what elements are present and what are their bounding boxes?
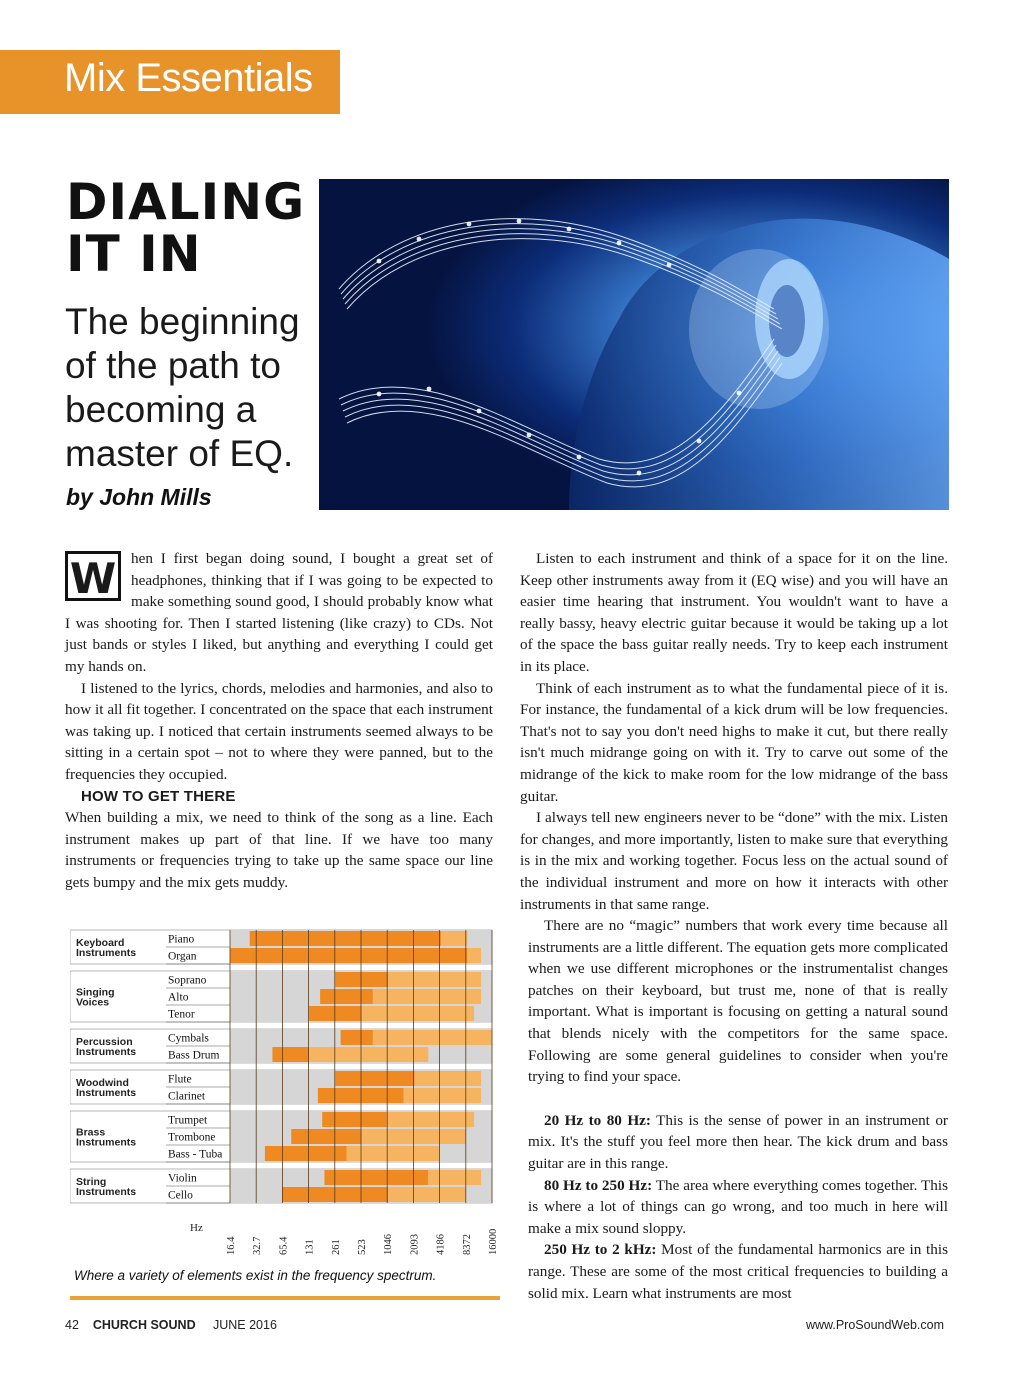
- chart-item-label: Bass Drum: [168, 1049, 220, 1062]
- chart-bar-harmonics: [347, 1146, 440, 1161]
- chart-bar-fundamental: [291, 1129, 362, 1144]
- body-column-left: [65, 548, 493, 894]
- range-text: The area where everything comes together. This is where a lot of things can go wrong, and too much in here will make a mix sound sloppy.: [528, 1176, 948, 1237]
- chart-bar-harmonics: [467, 948, 481, 963]
- chart-bar-harmonics: [373, 989, 481, 1004]
- chart-item-label: Flute: [168, 1073, 192, 1086]
- range-label: 80 Hz to 250 Hz:: [544, 1176, 653, 1194]
- range-text: Most of the fundamental harmonics are in this range. These are some of the most critical frequencies to building a solid mix. Learn what instruments are most: [528, 1241, 949, 1302]
- chart-item-label: Clarinet: [168, 1090, 206, 1103]
- chart-bar-fundamental: [341, 1030, 373, 1045]
- chart-tick-label: 523: [357, 1239, 368, 1255]
- chart-x-label: Hz: [190, 1222, 203, 1234]
- range-label: 20 Hz to 80 Hz:: [544, 1111, 651, 1129]
- chart-bar-harmonics: [415, 1071, 481, 1086]
- chart-group-label: Woodwind Instruments: [76, 1077, 137, 1099]
- chart-group-label: Keyboard Instruments: [76, 937, 137, 959]
- section-tab: [0, 50, 340, 114]
- range-paragraph: [528, 1175, 948, 1240]
- chart-bar-fundamental: [282, 1187, 388, 1202]
- headline: DIALING IT IN: [66, 173, 306, 283]
- chart-tick-label: 16000: [488, 1228, 499, 1255]
- byline: by John Mills: [66, 484, 212, 510]
- chart-item-label: Alto: [168, 991, 189, 1004]
- frequency-chart: [70, 926, 500, 1256]
- dek: The beginning of the path to becoming a master of EQ.: [65, 301, 300, 474]
- chart-item-label: Trombone: [168, 1131, 216, 1144]
- chart-bar-fundamental: [250, 931, 441, 946]
- footer-url[interactable]: www.ProSoundWeb.com: [805, 1318, 944, 1332]
- chart-tick-label: 32.7: [252, 1236, 264, 1255]
- section-label: Mix Essentials: [64, 56, 313, 100]
- chart-item-label: Cymbals: [168, 1032, 209, 1045]
- chart-bar-fundamental: [324, 1170, 428, 1185]
- chart-tick-label: 4186: [435, 1234, 447, 1255]
- caption-rule: [70, 1296, 500, 1300]
- chart-bar-harmonics: [362, 1006, 474, 1021]
- range-label: 250 Hz to 2 kHz:: [544, 1241, 657, 1259]
- chart-bar-harmonics: [428, 1170, 481, 1185]
- chart-bar-harmonics: [388, 972, 481, 987]
- subhead: HOW TO GET THERE: [81, 787, 236, 805]
- chart-bar-fundamental: [230, 948, 467, 963]
- chart-bar-fundamental: [320, 989, 373, 1004]
- chart-bar-harmonics: [386, 1112, 474, 1127]
- body-paragraph: I listened to the lyrics, chords, melodies and harmonies, and also to how it all fit together. I concentrated on the space that each instrument was taking up. I noticed that certain instruments seemed always to be sitting in a certain spot – not to where they were panned, but to the frequencies they occupied.: [65, 679, 493, 783]
- paragraph-text: hen I first began doing sound, I bought a great set of headphones, thinking that if I was going to be expected to make something sound good, I should probably know what I was shooting for. Then I started listening (like crazy) to CDs. Not just bands or styles I liked, but anything and everything I could get my hands on.: [65, 550, 493, 675]
- chart-bar-fundamental: [335, 972, 388, 987]
- body-paragraph: Listen to each instrument and think of a space for it on the line. Keep other instruments away from it (EQ wise) and you will have an easier time hearing that instrument. You wouldn't want to have a really bassy, heavy electric guitar because it would be taking up a lot of the space the bass guitar really needs. Try to keep each instrument in its place.: [520, 550, 948, 675]
- body-paragraph: There are no “magic” numbers that work every time because all instruments are a little different. The equation gets more complicated when we use different microphones or the instrumentalist changes patches on their keyboard, but trust me, none of that is really important. What is important is focusing on getting a natural sound that blends nicely with the competitors for the same space. Following are some general guidelines to consider when you're trying to find your space.: [528, 917, 948, 1086]
- chart-item-label: Violin: [168, 1172, 197, 1185]
- issue-date: JUNE 2016: [212, 1318, 277, 1332]
- range-paragraph: [528, 1110, 948, 1175]
- chart-tick-label: 131: [304, 1239, 316, 1255]
- chart-bar-fundamental: [322, 1112, 386, 1127]
- chart-tick-label: 65.4: [278, 1236, 290, 1255]
- chart-group-label: Brass Instruments: [76, 1126, 137, 1149]
- chart-group-label: Singing Voices: [76, 986, 115, 1009]
- chart-bar-harmonics: [441, 931, 467, 946]
- range-text: This is the sense of power in an instrument or mix. It's the stuff you feel more then hear. The kick drum and bass guitar are in this range.: [528, 1111, 948, 1173]
- chart-bar-harmonics: [373, 1030, 492, 1045]
- chart-tick-label: 16.4: [226, 1236, 237, 1255]
- chart-bar-harmonics: [309, 1047, 428, 1062]
- drop-cap: W: [65, 551, 121, 601]
- chart-tick-label: 2093: [409, 1234, 421, 1255]
- chart-bar-fundamental: [265, 1146, 347, 1161]
- page-number: 42: [65, 1318, 79, 1332]
- body-paragraph: [65, 548, 493, 678]
- chart-bar-harmonics: [404, 1088, 481, 1103]
- chart-item-label: Piano: [168, 933, 195, 946]
- chart-bar-fundamental: [272, 1047, 309, 1062]
- indented-block: [520, 915, 948, 1304]
- chart-item-label: Cello: [168, 1189, 193, 1202]
- chart-item-label: Soprano: [168, 974, 207, 987]
- chart-tick-label: 8372: [461, 1234, 473, 1255]
- chart-item-label: Tenor: [168, 1008, 195, 1021]
- chart-bar-fundamental: [335, 1071, 414, 1086]
- chart-tick-label: 1046: [383, 1234, 395, 1255]
- range-paragraph: [528, 1239, 948, 1304]
- chart-tick-label: 261: [330, 1239, 342, 1255]
- chart-item-label: Bass - Tuba: [168, 1148, 223, 1161]
- hero-image: [319, 179, 949, 510]
- chart-group-label: String Instruments: [76, 1176, 137, 1198]
- chart-bar-fundamental: [309, 1006, 362, 1021]
- footer-left: [65, 1318, 277, 1332]
- chart-bar-harmonics: [388, 1187, 465, 1202]
- chart-caption: Where a variety of elements exist in the frequency spectrum.: [74, 1268, 437, 1283]
- chart-item-label: Organ: [168, 950, 197, 963]
- body-paragraph: I always tell new engineers never to be “done” with the mix. Listen for changes, and more importantly, listen to make sure that everything is in the mix and working together. Focus less on the actual sound of the individual instrument and more on how it interacts with other instruments in that same range.: [520, 809, 948, 913]
- body-paragraph: When building a mix, we need to think of the song as a line. Each instrument makes up part of that line. If we have too many instruments or frequencies trying to take up the same space our line gets bumpy and the mix gets muddy.: [65, 809, 493, 891]
- chart-item-label: Trumpet: [168, 1114, 208, 1127]
- magazine-name: CHURCH SOUND: [92, 1318, 196, 1332]
- body-paragraph: Think of each instrument as to what the fundamental piece of it is. For instance, the fundamental of a kick drum will be low frequencies. That's not to say you don't need highs to make it cut, but there really isn't much midrange going on with it. Try to carve out some of the midrange of the kick to make room for the low midrange of the bass guitar.: [520, 679, 948, 805]
- chart-group-label: Percussion Instruments: [76, 1036, 137, 1058]
- body-column-right: [520, 548, 948, 1304]
